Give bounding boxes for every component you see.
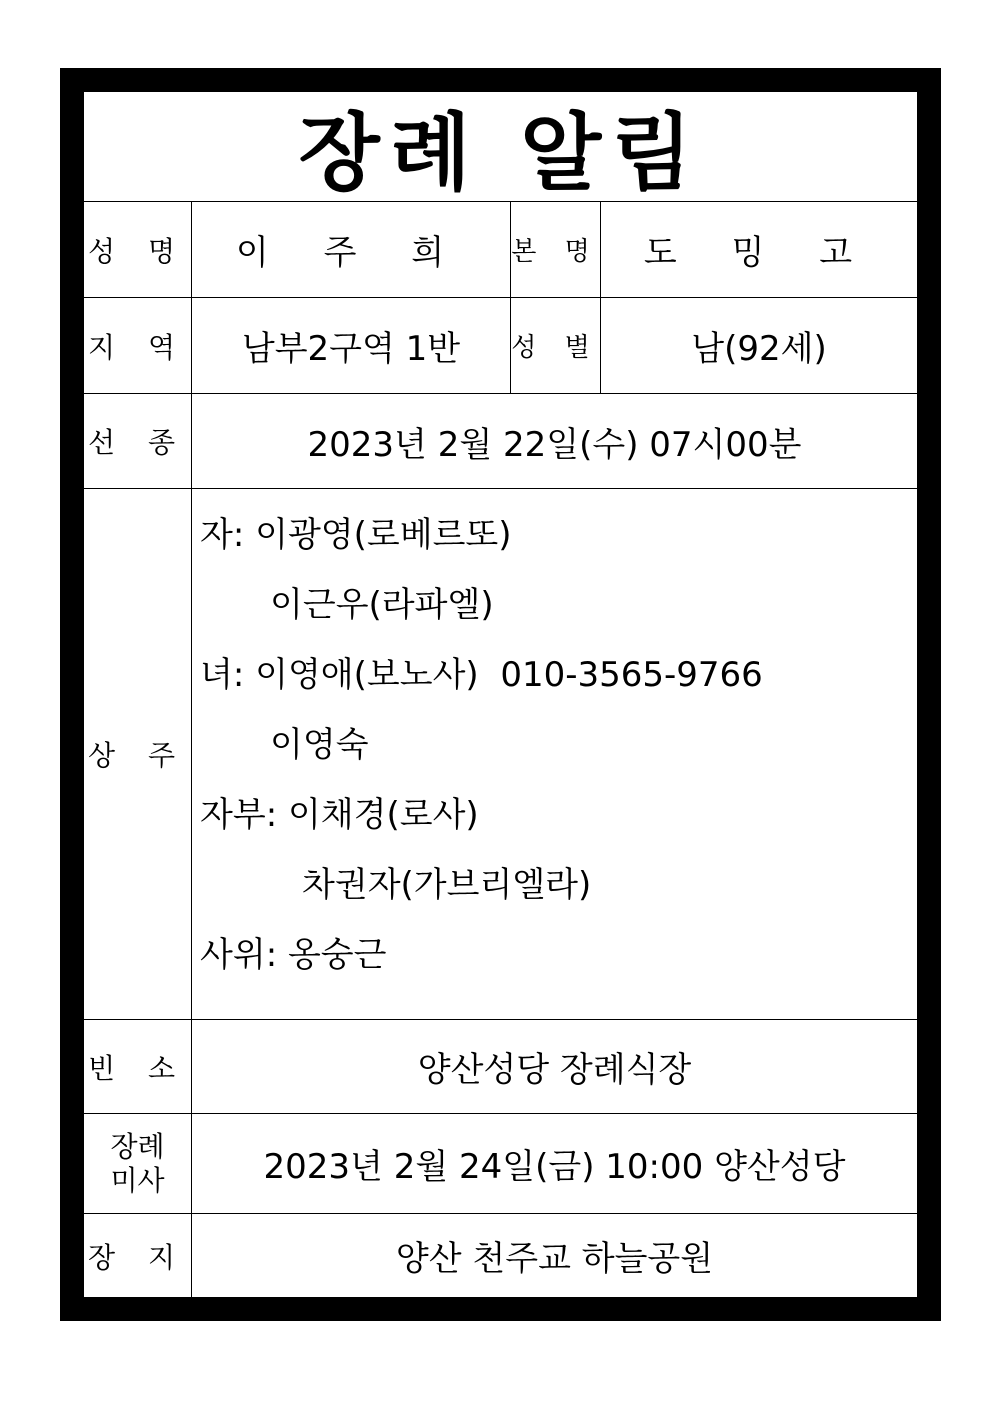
region-value: 남부2구역 1반 [192,298,511,394]
mourner-line: 사위: 옹숭근 [200,935,387,975]
gender-label: 성 별 [511,298,601,394]
notice-title: 장례 알림 [84,92,917,202]
funeral-mass-label-line2: 미사 [110,1163,165,1197]
baptismal-value: 도 밍 고 [601,202,917,298]
funeral-mass-label-line1: 장례 [110,1129,165,1163]
mortuary-value: 양산성당 장례식장 [192,1020,917,1114]
mourner-line: 녀: 이영애(보노사) 010-3565-9766 [200,655,763,695]
funeral-mass-value: 2023년 2월 24일(금) 10:00 양산성당 [192,1114,917,1214]
region-label: 지 역 [84,298,192,394]
notice-sheet [84,92,917,1297]
mourners-label: 상 주 [84,489,192,1020]
burial-value: 양산 천주교 하늘공원 [395,1239,714,1279]
mortuary-label: 빈 소 [84,1020,192,1114]
funeral-mass-label [84,1114,192,1214]
gender-value: 남(92세) [601,298,917,394]
mourner-line: 차권자(가브리엘라) [302,865,592,905]
mourner-line: 자: 이광영(로베르또) [200,515,512,555]
baptismal-label: 본 명 [511,202,601,298]
mourner-line: 이영숙 [270,725,369,765]
name-label: 성 명 [84,202,192,298]
name-value: 이 주 희 [192,202,511,298]
burial-label: 장 지 [84,1214,192,1297]
death-value: 2023년 2월 22일(수) 07시00분 [192,394,917,489]
mourner-line: 이근우(라파엘) [270,585,494,625]
death-label: 선 종 [84,394,192,489]
mourner-line: 자부: 이채경(로사) [200,795,479,835]
mourners-list [192,489,917,1020]
